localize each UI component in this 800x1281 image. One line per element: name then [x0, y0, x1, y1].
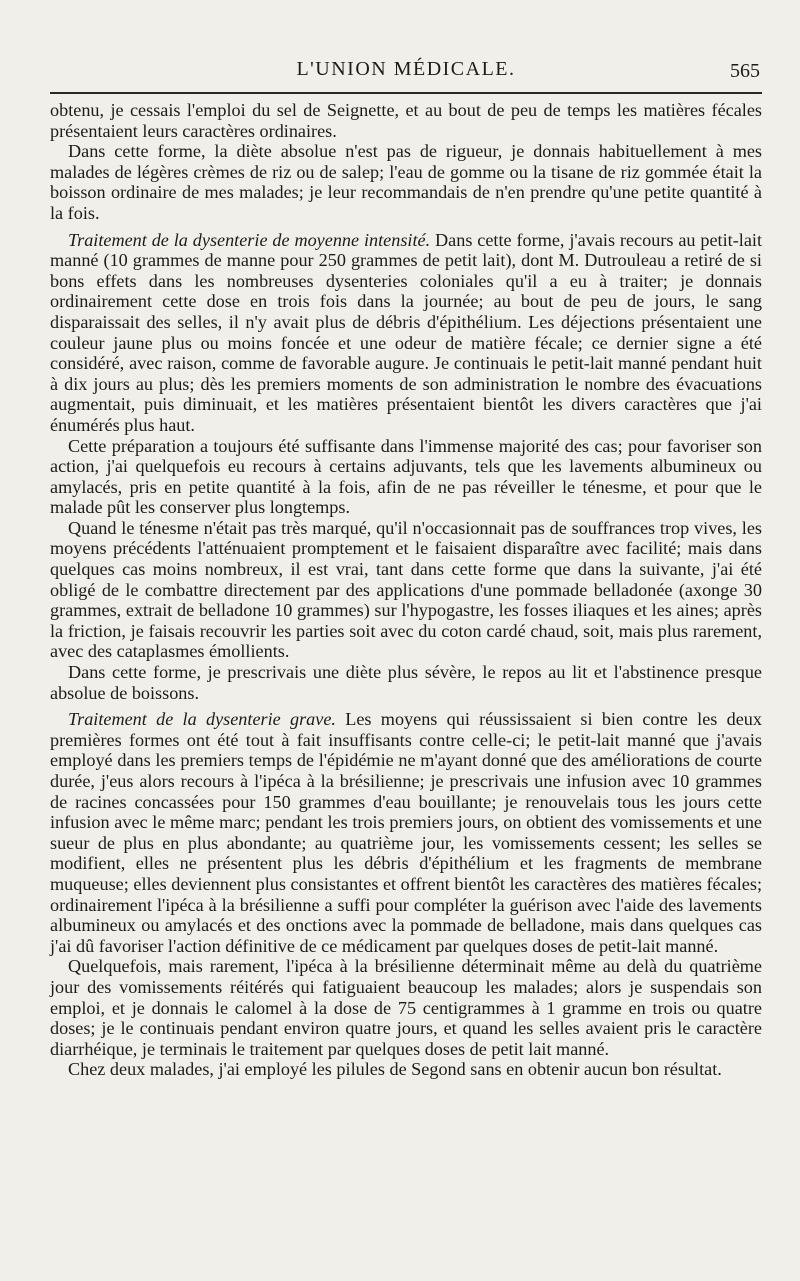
paragraph-grave-text: Les moyens qui réussissaient si bien contre les deux premières formes ont été tout à fait insuffisants contre celle-ci; le petit-lait manné que j'avais employé dans les premiers temps de l'épidémie ne m'ayant donné que des améliorations de courte durée, j'eus alors recours à l'ipéca à la brésilienne; je prescrivais une infusion avec 10 grammes de racines concassées pour 150 grammes d'eau bouillante; je renouvelais tous les jours cette infusion avec le même marc; pendant les trois premiers jours, on obtient des vomissements et une sueur de plus en plus abondante; au quatrième jour, les vomissements cessent; les selles se modifient, elles ne présentent plus les débris d'épithélium et les fragments de membrane muqueuse; elles deviennent plus consistantes et offrent bientôt les caractères des matières fécales; ordinairement l'ipéca à la brésilienne a suffi pour compléter la guérison avec l'aide des lavements albumineux ou amylacés et des onctions avec la pommade de belladone, mais dans quelques cas j'ai dû favoriser l'action définitive de ce médicament par quelques doses de petit-lait manné. [50, 709, 762, 956]
body-text [50, 100, 762, 1080]
section-heading-grave: Traitement de la dysenterie grave. [68, 709, 336, 730]
paragraph-preparation: Cette préparation a toujours été suffisante dans l'immense majorité des cas; pour favoriser son action, j'ai quelquefois eu recours à certains adjuvants, tels que les lavements albumineux ou amylacés, pris en petite quantité à la fois, afin de ne pas réveiller le ténesme, et pour que le malade pût les conserver plus longtemps. [50, 435, 762, 518]
paragraph-moderate-dysentery [50, 230, 762, 436]
section-heading-moderate: Traitement de la dysenterie de moyenne intensité. [68, 229, 431, 250]
paragraph-grave-dysentery [50, 709, 762, 956]
paragraph-segond-pills: Chez deux malades, j'ai employé les pilules de Segond sans en obtenir aucun bon résultat. [68, 1059, 722, 1080]
header-rule [50, 92, 762, 94]
running-head [50, 58, 762, 88]
paragraph-diet: Dans cette forme, la diète absolue n'est pas de rigueur, je donnais habituellement à mes malades de légères crèmes de riz ou de salep; l'eau de gomme ou la tisane de riz gommée était la boisson ordinaire de mes malades; je leur recommandais de n'en prendre qu'une petite quantité à la fois. [50, 141, 762, 223]
running-title: L'UNION MÉDICALE. [296, 58, 516, 80]
paragraph-calomel: Quelquefois, mais rarement, l'ipéca à la brésilienne déterminait même au delà du quatrième jour des vomissements réitérés qui fatiguaient beaucoup les malades; alors je suspendais son emploi, et je donnais le calomel à la dose de 75 centigrammes à 1 gramme en trois ou quatre doses; je le continuais pendant environ quatre jours, et quand les selles avaient pris le caractère diarrhéique, je terminais le traitement par quelques doses de petit lait manné. [50, 956, 762, 1059]
paragraph-moderate-text: Dans cette forme, j'avais recours au petit-lait manné (10 grammes de manne pour 250 grammes de petit lait), dont M. Dutrouleau a retiré de si bons effets dans les nombreuses dysenteries coloniales qu'il a eu à traiter; je donnais ordinairement cette dose en trois fois dans la journée; au bout de peu de jours, le sang disparaissait des selles, il n'y avait plus de débris d'épithélium. Les déjections présentaient une couleur jaune plus ou moins foncée et une odeur de matière fécale; ce dernier signe a été considéré, avec raison, comme de favorable augure. Je continuais le petit-lait manné pendant huit à dix jours au plus; dès les premiers moments de son administration le nombre des évacuations augmentait, puis diminuait, et les matières présentaient bientôt les divers caractères que j'ai énumérés plus haut. [50, 229, 762, 435]
paragraph-strict-diet: Dans cette forme, je prescrivais une diète plus sévère, le repos au lit et l'abstinence presque absolue de boissons. [50, 662, 762, 703]
page-number: 565 [730, 60, 760, 82]
paragraph-continuation: obtenu, je cessais l'emploi du sel de Seignette, et au bout de peu de temps les matières fécales présentaient leurs caractères ordinaires. [50, 100, 762, 141]
paragraph-tenesmus: Quand le ténesme n'était pas très marqué, qu'il n'occasionnait pas de souffrances trop vives, les moyens précédents l'atténuaient promptement et le faisaient disparaître avec facilité; mais dans quelques cas moins nombreux, il est vrai, tant dans cette forme que dans la suivante, j'ai été obligé de le combattre directement par des applications d'une pommade belladonée (axonge 30 grammes, extrait de belladone 10 grammes) sur l'hypogastre, les fosses iliaques et les aines; après la friction, je faisais recouvrir les parties soit avec du coton cardé chaud, soit, mais plus rarement, avec des cataplasmes émollients. [50, 517, 762, 662]
